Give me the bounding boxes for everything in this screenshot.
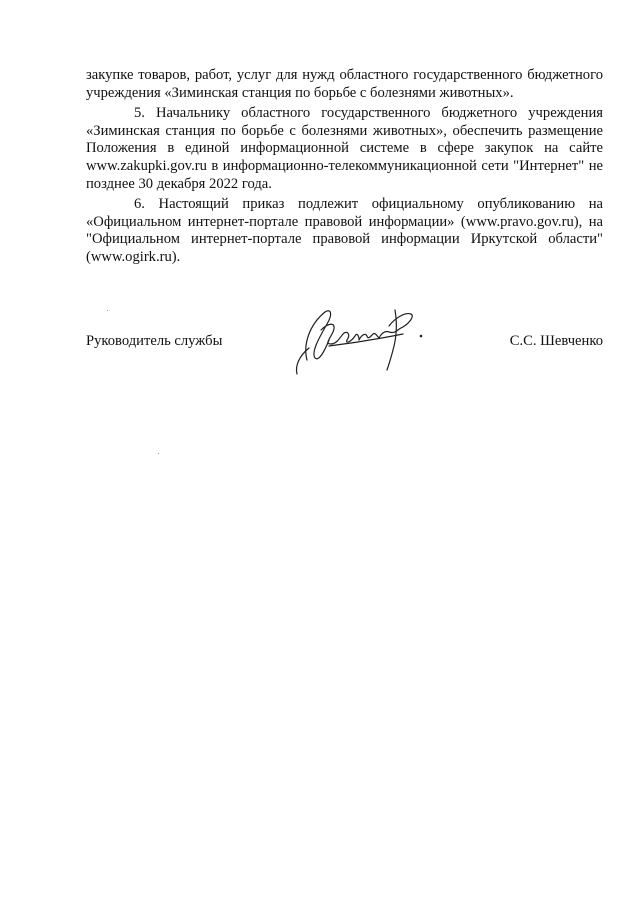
paragraph-item-5: 5. Начальнику областного государственного бюджетного учреждения «Зиминская станция по борьбе с болезнями животных», обеспечить размещение Положения в единой информационной системе в сфере закупок на сайте www.zakupki.gov.ru в информационно-телекоммуникационной сети "Интернет" не позднее 30 декабря 2022 года.: [86, 105, 603, 192]
document-body: [86, 67, 603, 270]
scan-speck: [158, 453, 159, 454]
signer-name: С.С. Шевченко: [509, 333, 603, 349]
handwritten-signature: [285, 300, 435, 382]
signer-position: Руководитель службы: [86, 333, 223, 349]
paragraph-continuation: закупке товаров, работ, услуг для нужд областного государственного бюджетного учреждения «Зиминская станция по борьбе с болезнями животных».: [86, 67, 603, 101]
paragraph-item-6: 6. Настоящий приказ подлежит официальному опубликованию на «Официальном интернет-портале правовой информации» (www.pravo.gov.ru), на "Официальном интернет-портале правовой информации Иркутской области" (www.ogirk.ru).: [86, 196, 603, 265]
scan-speck: [107, 310, 108, 311]
